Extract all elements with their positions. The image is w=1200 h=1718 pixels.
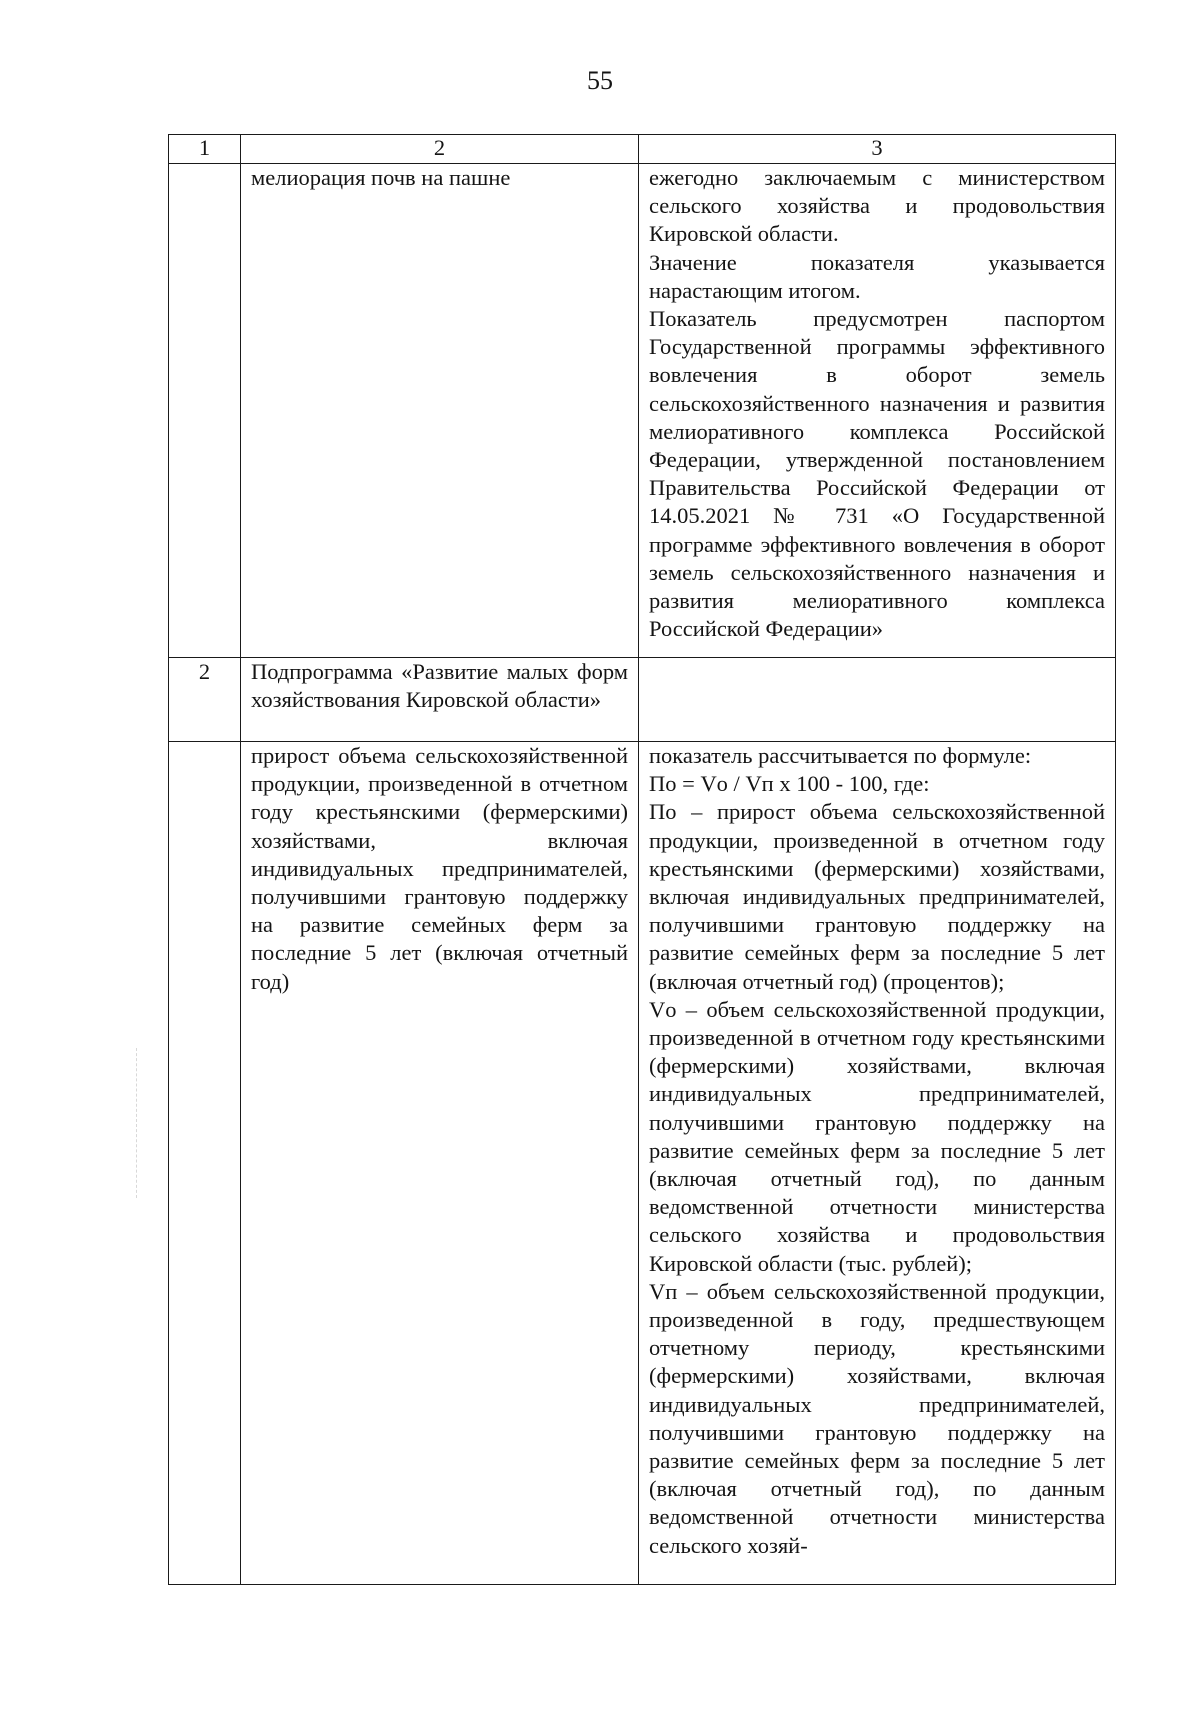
header-col-1: 1 — [169, 135, 241, 164]
description-paragraph: Значение показателя указывается нарастающим итогом. — [649, 249, 1105, 303]
table-header-row — [169, 135, 1116, 164]
page-number: 55 — [587, 66, 613, 95]
header-col-2: 2 — [241, 135, 639, 164]
formula-intro: показатель рассчитывается по формуле: — [649, 743, 1032, 768]
definition-paragraph: По – прирост объема сельскохозяйственной продукции, произведенной в отчетном году крестьянскими (фермерскими) хозяйствами, включая индивидуальных предпринимателей, получившими грантовую поддержку на развитие семейных ферм за последние 5 лет (включая отчетный год) (процентов); — [649, 799, 1105, 994]
row-number: 2 — [169, 658, 241, 742]
indicator-description — [639, 742, 1116, 1585]
table-row — [169, 742, 1116, 1585]
scan-artifact — [136, 1048, 138, 1198]
row-number — [169, 742, 241, 1585]
subprogram-title: Подпрограмма «Развитие малых форм хозяйствования Кировской области» — [241, 658, 639, 742]
indicator-name: мелиорация почв на пашне — [241, 164, 639, 658]
row-number — [169, 164, 241, 658]
description-paragraph: Показатель предусмотрен паспортом Государственной программы эффективного вовлечения в оборот земель сельскохозяйственного назначения и развития мелиоративного комплекса Российской Федерации, утвержденной постановлением Правительства Российской Федерации от 14.05.2021 № 731 «О Государственной программе эффективного вовлечения в оборот земель сельскохозяйственного назначения и развития мелиоративного комплекса Российской Федерации» — [649, 306, 1105, 642]
header-col-3: 3 — [639, 135, 1116, 164]
table-row — [169, 658, 1116, 742]
definition-paragraph: Vо – объем сельскохозяйственной продукции, произведенной в отчетном году крестьянскими (фермерскими) хозяйствами, включая индивидуальных предпринимателей, получившими грантовую поддержку на развитие семейных ферм за последние 5 лет (включая отчетный год), по данным ведомственной отчетности министерства сельского хозяйства и продовольствия Кировской области (тыс. рублей); — [649, 996, 1105, 1276]
definition-paragraph: Vп – объем сельскохозяйственной продукции, произведенной в году, предшествующем отчетному периоду, крестьянскими (фермерскими) хозяйствами, включая индивидуальных предпринимателей, получившими грантовую поддержку на развитие семейных ферм за последние 5 лет (включая отчетный год), по данным ведомственной отчетности министерства сельского хозяй- — [649, 1278, 1105, 1558]
indicator-table — [168, 134, 1116, 1585]
empty-cell — [639, 658, 1116, 742]
description-paragraph: ежегодно заключаемым с министерством сельского хозяйства и продовольствия Кировской области. — [649, 165, 1105, 247]
indicator-description — [639, 164, 1116, 658]
table-row — [169, 164, 1116, 658]
indicator-name: прирост объема сельскохозяйственной продукции, произведенной в отчетном году крестьянскими (фермерскими) хозяйствами, включая индивидуальных предпринимателей, получившими грантовую поддержку на развитие семейных ферм за последние 5 лет (включая отчетный год) — [241, 742, 639, 1585]
formula: По = Vо / Vп х 100 - 100, где: — [649, 771, 930, 797]
